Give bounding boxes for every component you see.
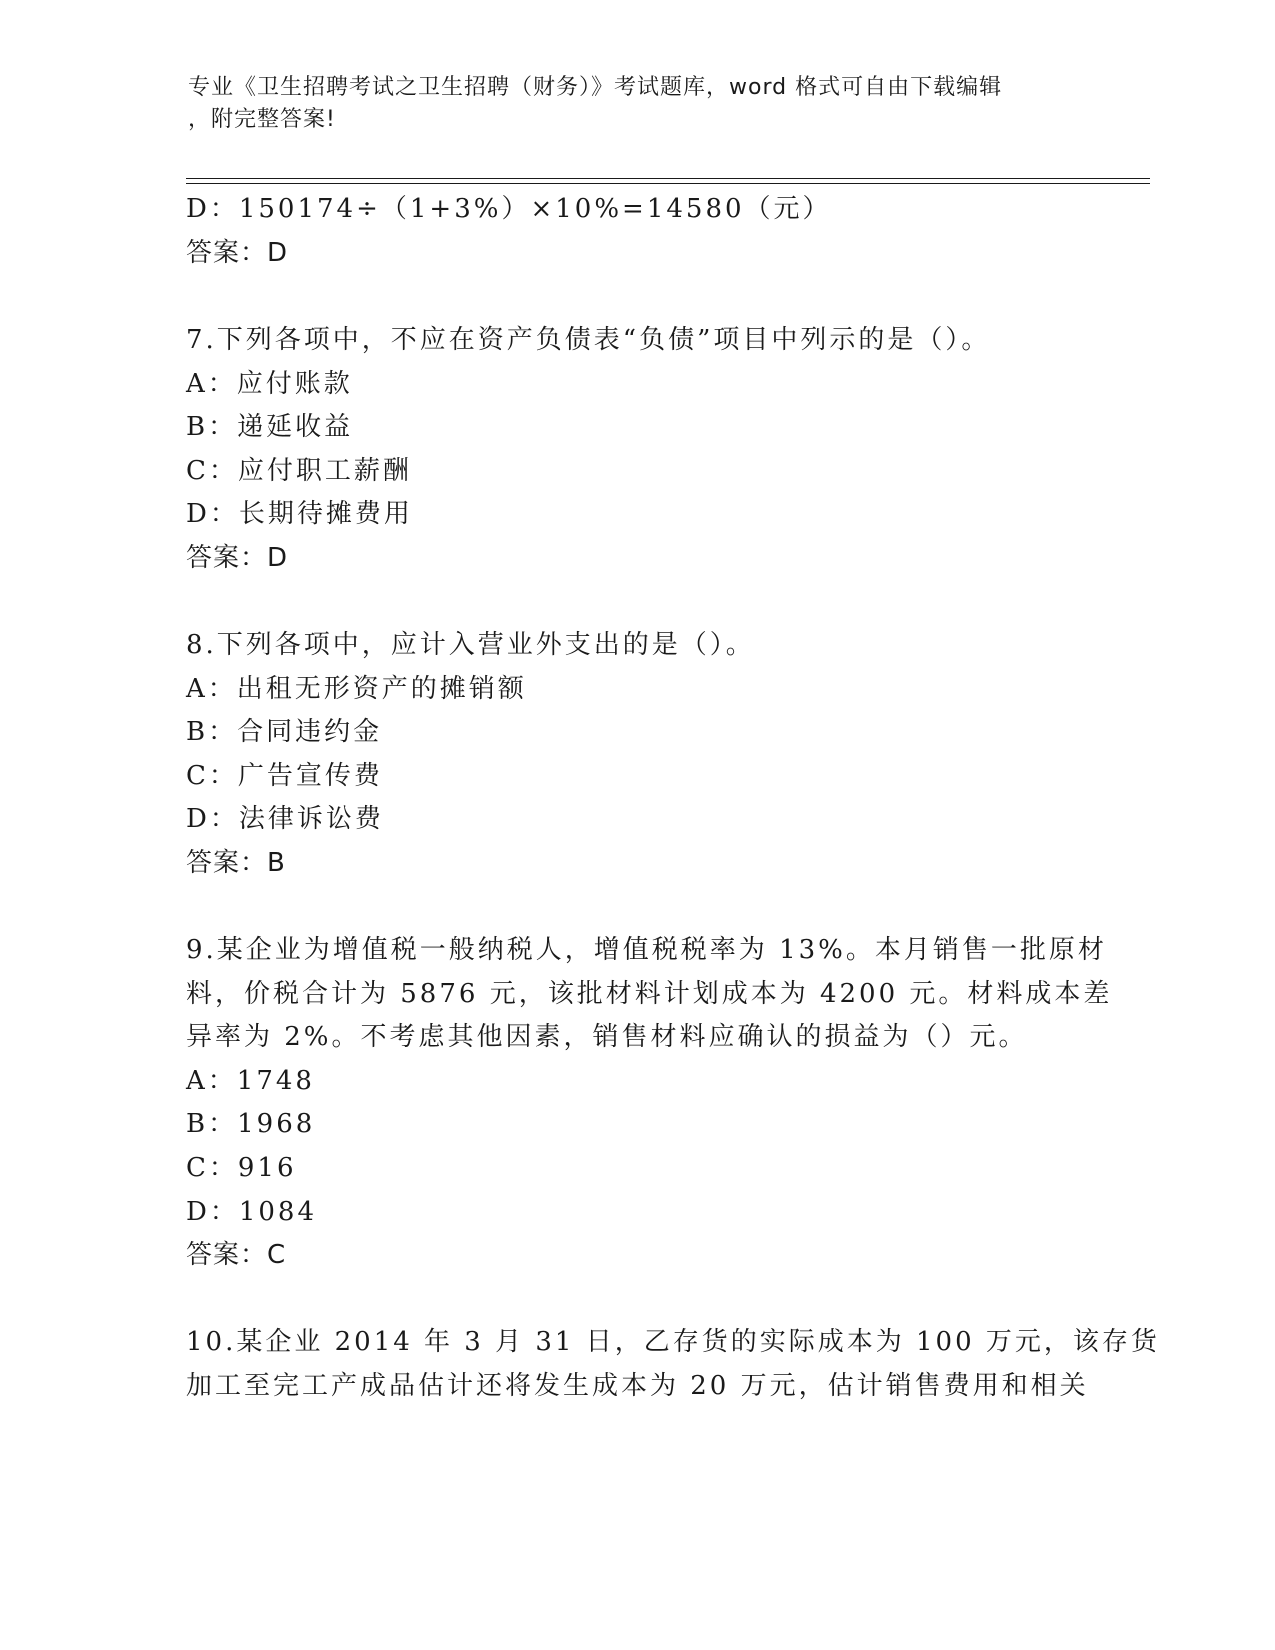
header-divider-bottom (186, 183, 1150, 184)
question-7-option-d: D：长期待摊费用 (186, 499, 413, 529)
question-7-option-a: A：应付账款 (186, 369, 353, 399)
question-10-stem-line-2: 加工至完工产成品估计还将发生成本为 20 万元，估计销售费用和相关 (186, 1371, 1089, 1401)
question-9-answer: 答案：C (186, 1240, 287, 1270)
question-8-option-a: A：出租无形资产的摊销额 (186, 674, 527, 704)
question-10-stem-line-1: 10.某企业 2014 年 3 月 31 日，乙存货的实际成本为 100 万元，该存货 (186, 1327, 1160, 1357)
question-8-answer: 答案：B (186, 848, 286, 878)
question-7-option-c: C：应付职工薪酬 (186, 456, 412, 486)
question-9-option-a: A：1748 (186, 1066, 315, 1096)
header-line-1: 专业《卫生招聘考试之卫生招聘（财务）》考试题库，word 格式可自由下载编辑 (188, 75, 1003, 100)
header-divider-top (186, 178, 1150, 179)
question-8-option-b: B：合同违约金 (186, 717, 383, 747)
question-9-option-d: D：1084 (186, 1197, 318, 1227)
question-9-stem-line-1: 9.某企业为增值税一般纳税人，增值税税率为 13%。本月销售一批原材 (186, 935, 1107, 965)
question-7-stem: 7.下列各项中，不应在资产负债表“负债”项目中列示的是（）。 (186, 325, 991, 355)
option-d: D：150174÷（1+3%）×10%=14580（元） (186, 194, 832, 224)
question-9-stem-line-3: 异率为 2%。不考虑其他因素，销售材料应确认的损益为（）元。 (186, 1022, 1028, 1052)
question-9-stem-line-2: 料，价税合计为 5876 元，该批材料计划成本为 4200 元。材料成本差 (186, 979, 1113, 1009)
question-9-option-b: B：1968 (186, 1109, 316, 1139)
question-8-option-d: D：法律诉讼费 (186, 804, 384, 834)
header-line-2: ，附完整答案! (188, 107, 336, 132)
question-7-option-b: B：递延收益 (186, 412, 354, 442)
question-9-option-c: C：916 (186, 1153, 297, 1183)
answer-label: 答案：D (186, 238, 289, 268)
document-header (188, 72, 1068, 136)
question-8-stem: 8.下列各项中，应计入营业外支出的是（）。 (186, 630, 755, 660)
question-8-option-c: C：广告宣传费 (186, 761, 383, 791)
question-7-answer: 答案：D (186, 543, 289, 573)
